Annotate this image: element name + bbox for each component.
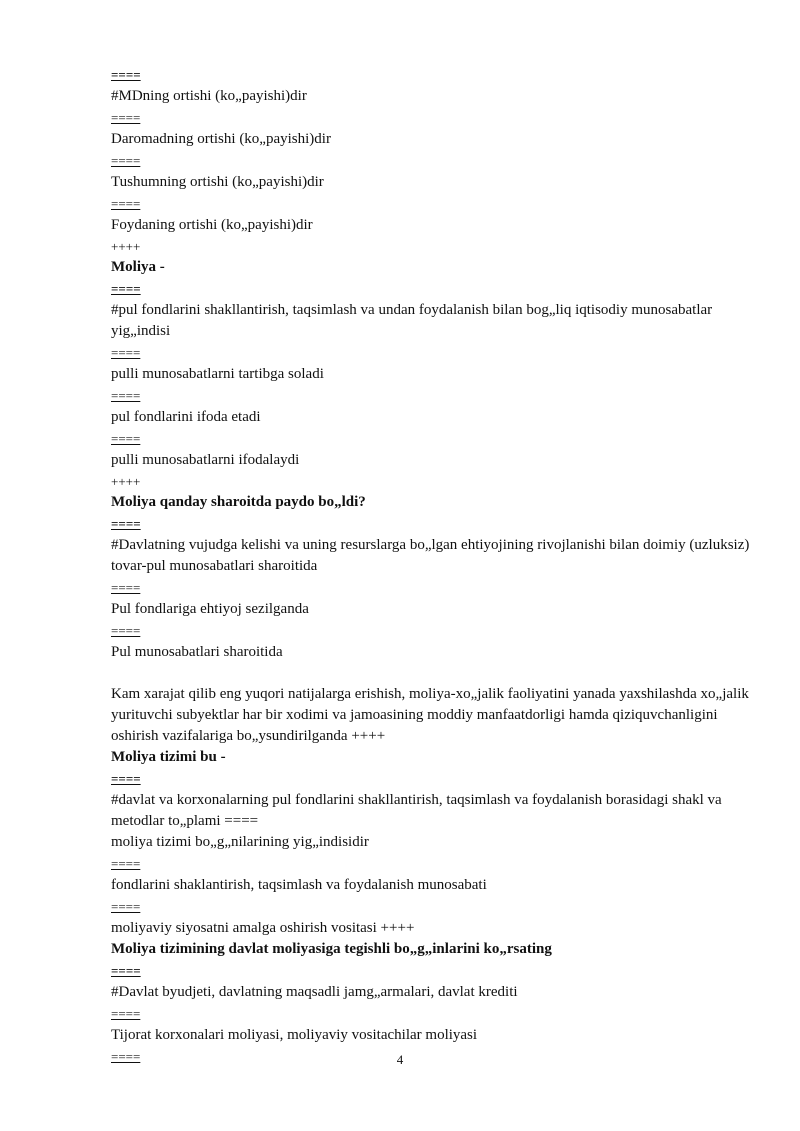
separator: ====	[111, 1049, 141, 1064]
blank-gap	[111, 663, 751, 684]
document-body	[111, 64, 751, 1068]
answer-option: moliyaviy siyosatni amalga oshirish vositasi ++++	[111, 920, 415, 936]
question: Moliya tizimining davlat moliyasiga tegishli bo„g„inlarini ko„rsating	[111, 941, 552, 957]
answer-option: #MDning ortishi (ko„payishi)dir	[111, 88, 307, 104]
answer-option: moliya tizimi bo„g„nilarining yig„indisidir	[111, 834, 369, 850]
separator: ====	[111, 196, 141, 211]
separator: ====	[111, 67, 141, 82]
separator: ====	[111, 1006, 141, 1021]
answer-option: fondlarini shaklantirish, taqsimlash va foydalanish munosabati	[111, 877, 487, 893]
separator: ====	[111, 153, 141, 168]
answer-option: #davlat va korxonalarning pul fondlarini shakllantirish, taqsimlash va foydalanish borasidagi shakl va metodlar to„plami ====	[111, 792, 722, 829]
separator: ====	[111, 623, 141, 638]
separator: ====	[111, 388, 141, 403]
separator: ====	[111, 899, 141, 914]
separator: ====	[111, 963, 141, 978]
answer-option: Tushumning ortishi (ko„payishi)dir	[111, 174, 324, 190]
separator: ====	[111, 110, 141, 125]
question: Moliya -	[111, 259, 165, 275]
answer-option: Pul fondlariga ehtiyoj sezilganda	[111, 601, 309, 617]
answer-option: pul fondlarini ifoda etadi	[111, 409, 261, 425]
question: Moliya tizimi bu -	[111, 749, 226, 765]
separator: ====	[111, 431, 141, 446]
answer-option: pulli munosabatlarni ifodalaydi	[111, 452, 300, 468]
question-separator: ++++	[111, 474, 141, 489]
answer-option: #Davlatning vujudga kelishi va uning resurslarga bo„lgan ehtiyojining rivojlanishi bilan doimiy (uzluksiz) tovar-pul munosabatlari sharoitida	[111, 537, 750, 574]
answer-option: #Davlat byudjeti, davlatning maqsadli jamg„armalari, davlat krediti	[111, 984, 518, 1000]
separator: ====	[111, 771, 141, 786]
answer-option: Kam xarajat qilib eng yuqori natijalarga erishish, moliya-xo„jalik faoliyatini yanada yaxshilashda xo„jalik yurituvchi subyektlar har bir xodimi va jamoasining moddiy manfaatdorligi hamda qiziquvchanligini oshirish vazifalariga bo„ysundirilganda ++++	[111, 686, 749, 744]
answer-option: Foydaning ortishi (ko„payishi)dir	[111, 217, 313, 233]
answer-option: pulli munosabatlarni tartibga soladi	[111, 366, 324, 382]
page-number: 4	[396, 1052, 404, 1067]
separator: ====	[111, 345, 141, 360]
answer-option: #pul fondlarini shakllantirish, taqsimlash va undan foydalanish bilan bog„liq iqtisodiy munosabatlar yig„indisi	[111, 302, 713, 339]
separator: ====	[111, 856, 141, 871]
separator: ====	[111, 580, 141, 595]
separator: ====	[111, 516, 141, 531]
answer-option: Daromadning ortishi (ko„payishi)dir	[111, 131, 331, 147]
question-separator: ++++	[111, 239, 141, 254]
answer-option: Pul munosabatlari sharoitida	[111, 644, 283, 660]
separator: ====	[111, 281, 141, 296]
question: Moliya qanday sharoitda paydo bo„ldi?	[111, 494, 366, 510]
answer-option: Tijorat korxonalari moliyasi, moliyaviy vositachilar moliyasi	[111, 1027, 478, 1043]
